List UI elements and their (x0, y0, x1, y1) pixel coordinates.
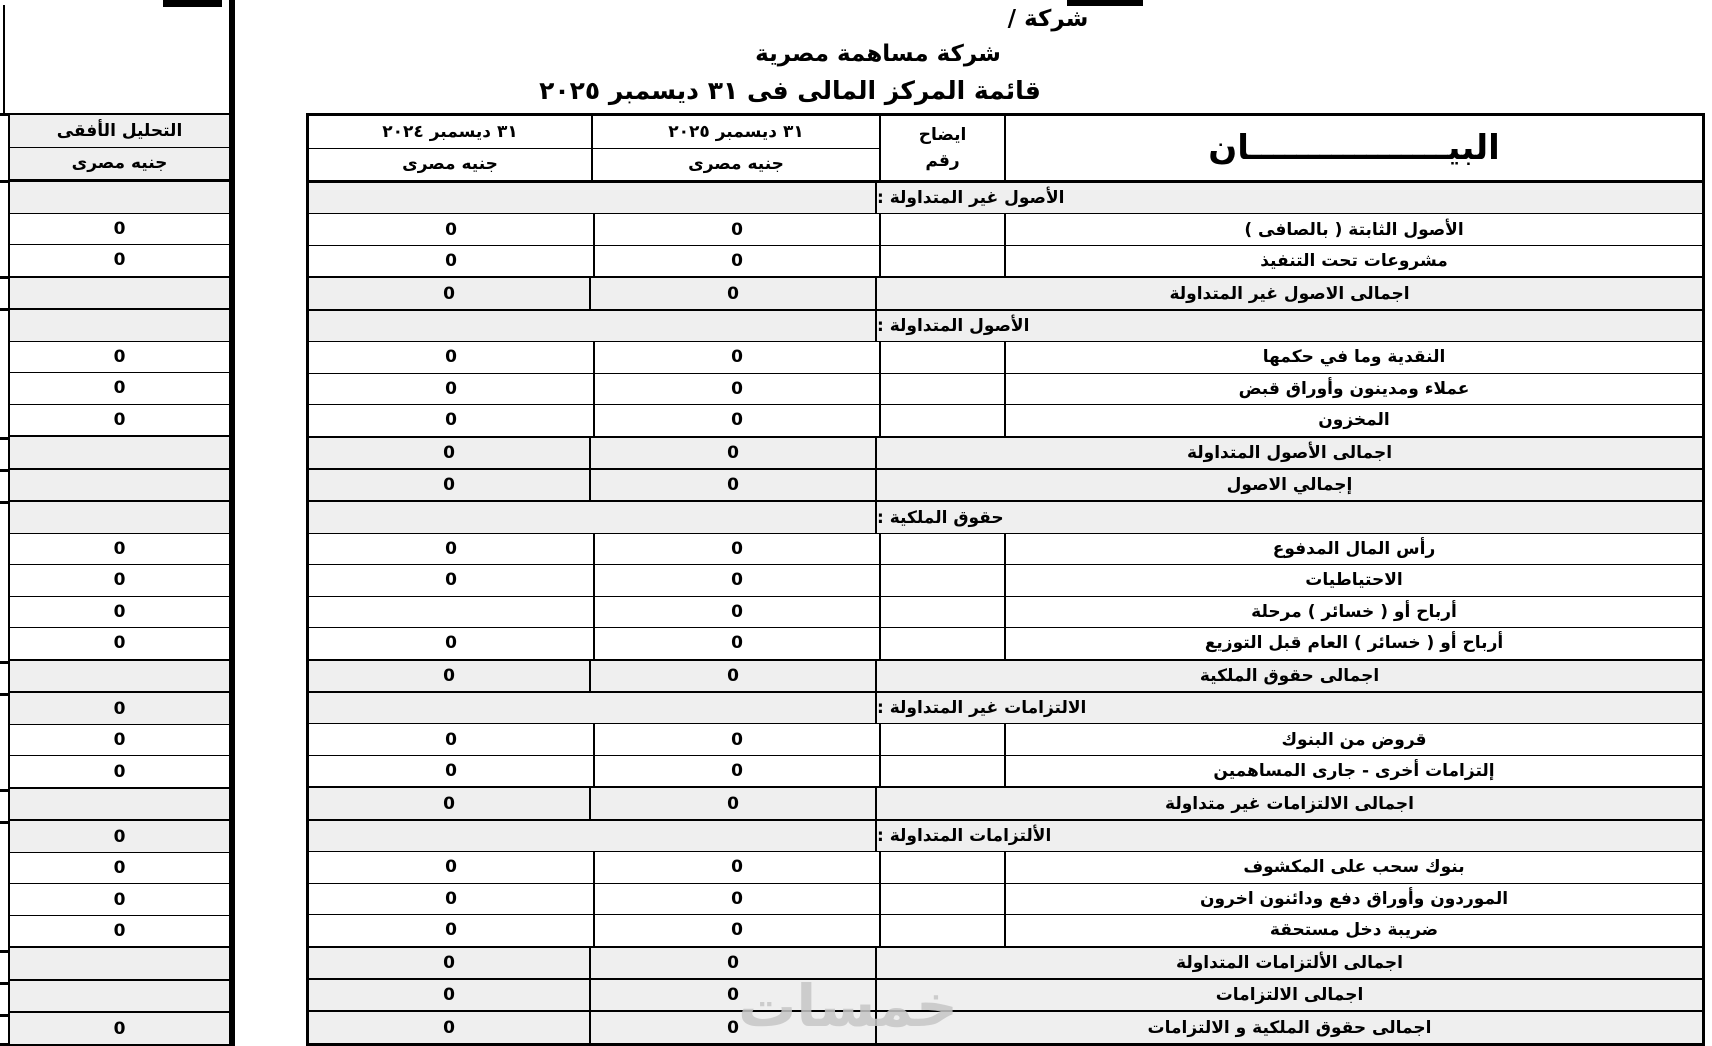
note-cell (879, 565, 1004, 595)
analysis-table-rows (10, 182, 229, 1044)
table-row-total (309, 659, 1702, 691)
section-values-merged (309, 821, 875, 851)
analysis-table-right-border (229, 0, 235, 1046)
analysis-value (10, 308, 229, 341)
value-2024: 0 (309, 661, 589, 691)
khamsat-watermark: خمسات (738, 972, 958, 1040)
row-label: المخزون (1004, 405, 1702, 435)
row-label: أرباح أو ( خسائر ) مرحلة (1004, 597, 1702, 627)
table-row-total (309, 436, 1702, 468)
header-2024-currency: جنيه مصرى (402, 154, 498, 175)
analysis-value: 0 (10, 564, 229, 596)
value-2024: 0 (445, 219, 457, 240)
row-label: اجمالى حقوق الملكية و الالتزامات (875, 1012, 1702, 1042)
value-2025: 0 (593, 214, 879, 244)
value-2024: 0 (445, 920, 457, 941)
cutoff-gridline-stub (0, 469, 8, 472)
header-note-line1: ايضاح (918, 124, 967, 145)
table-row-detail (309, 213, 1702, 244)
value-2025: 0 (589, 980, 875, 1010)
analysis-value: 0 (10, 372, 229, 404)
header-col-2025 (591, 116, 879, 180)
table-row-detail (309, 533, 1702, 564)
analysis-value (10, 659, 229, 692)
section-label: الالتزامات غير المتداولة : (875, 693, 1702, 723)
cutoff-gridline-stub (0, 308, 8, 311)
header-note-line2: رقم (925, 151, 960, 171)
value-2025: 0 (593, 534, 879, 564)
table-row-total (309, 276, 1702, 308)
value-2025: 0 (593, 756, 879, 786)
value-2024: 0 (309, 948, 589, 978)
value-2025: 0 (593, 852, 879, 882)
section-values-merged (309, 311, 875, 341)
row-label: اجمالى الأصول المتداولة (875, 438, 1702, 468)
value-2024 (309, 597, 593, 627)
value-2024: 0 (445, 857, 457, 878)
analysis-value (10, 979, 229, 1012)
analysis-value: 0 (10, 852, 229, 884)
analysis-value (10, 468, 229, 501)
value-2024: 0 (445, 410, 457, 431)
value-2025: 0 (593, 246, 879, 276)
section-label: الأصول المتداولة : (875, 311, 1702, 341)
analysis-value (10, 787, 229, 820)
note-cell (879, 214, 1004, 244)
table-row-detail (309, 341, 1702, 372)
value-2024: 0 (445, 633, 457, 654)
value-2024: 0 (309, 470, 589, 500)
row-label: عملاء ومدينون وأوراق قبض (1004, 374, 1702, 404)
cutoff-gridline-stub (0, 276, 8, 279)
value-2025: 0 (593, 405, 879, 435)
cutoff-gridline-stub (0, 821, 8, 824)
row-label: مشروعات تحت التنفيذ (1004, 246, 1702, 276)
table-row-detail (309, 596, 1702, 627)
header-2025-currency: جنيه مصرى (688, 154, 784, 175)
note-cell (879, 405, 1004, 435)
analysis-value: 0 (10, 404, 229, 436)
cutoff-gridline-stub (0, 982, 8, 985)
note-cell (879, 628, 1004, 658)
cutoff-gridline-stub (0, 501, 8, 504)
note-cell (879, 534, 1004, 564)
analysis-value: 0 (10, 755, 229, 787)
section-label: الأصول غير المتداولة : (875, 183, 1702, 213)
balance-sheet-table (306, 113, 1705, 1046)
value-2024: 0 (309, 980, 589, 1010)
note-cell (879, 915, 1004, 945)
top-edge-fragment-left (163, 0, 222, 7)
statement-title: قائمة المركز المالى فى ٣١ ديسمبر ٢٠٢٥ (539, 76, 1041, 105)
row-label: أرباح أو ( خسائر ) العام قبل التوزيع (1004, 628, 1702, 658)
value-2024: 0 (309, 1012, 589, 1042)
value-2024: 0 (445, 761, 457, 782)
table-row-detail (309, 755, 1702, 786)
value-2024: 0 (309, 278, 589, 308)
row-label: اجمالى الاصول غير المتداولة (875, 278, 1702, 308)
table-row-total (309, 786, 1702, 818)
section-values-merged (309, 693, 875, 723)
analysis-value: 0 (10, 691, 229, 724)
cutoff-gridline-stub (0, 693, 8, 696)
header-statement: البيـــــــــــــــــان (1004, 116, 1702, 180)
company-name-line: شركة / (1007, 6, 1089, 32)
table-row-detail (309, 883, 1702, 914)
analysis-value (10, 182, 229, 213)
analysis-value: 0 (10, 915, 229, 947)
horizontal-analysis-table (8, 113, 229, 1046)
note-cell (879, 374, 1004, 404)
table-row-section (309, 819, 1702, 851)
row-label: إجمالي الاصول (875, 470, 1702, 500)
row-label: بنوك سحب على المكشوف (1004, 852, 1702, 882)
value-2024: 0 (309, 438, 589, 468)
analysis-value: 0 (10, 819, 229, 852)
table-row-total (309, 946, 1702, 978)
analysis-header-currency: جنيه مصرى (71, 153, 168, 174)
value-2025: 0 (593, 342, 879, 372)
header-note-number (879, 116, 1004, 180)
analysis-value: 0 (10, 724, 229, 756)
row-label: اجمالى الالتزامات غير متداولة (875, 788, 1702, 818)
value-2024: 0 (445, 888, 457, 909)
table-header-row (309, 116, 1702, 183)
value-2025: 0 (593, 374, 879, 404)
value-2025: 0 (593, 724, 879, 754)
row-label: ضريبة دخل مستحقة (1004, 915, 1702, 945)
value-2025: 0 (589, 661, 875, 691)
row-label: الاحتياطيات (1004, 565, 1702, 595)
table-row-detail (309, 373, 1702, 404)
company-type-line: شركة مساهمة مصرية (755, 41, 1001, 67)
analysis-value (10, 500, 229, 533)
cutoff-gridline-stub (0, 950, 8, 953)
cutoff-gridline-stub (0, 789, 8, 792)
value-2025: 0 (593, 628, 879, 658)
table-row-detail (309, 914, 1702, 945)
cutoff-gridline-stub (0, 180, 8, 183)
analysis-header (10, 115, 229, 182)
header-2025-date: ٣١ ديسمبر ٢٠٢٥ (593, 116, 879, 149)
note-cell (879, 342, 1004, 372)
analysis-value: 0 (10, 341, 229, 373)
value-2024: 0 (445, 347, 457, 368)
header-col-2024 (309, 116, 591, 180)
analysis-value: 0 (10, 1011, 229, 1044)
section-values-merged (309, 183, 875, 213)
table-row-total (309, 468, 1702, 500)
analysis-value: 0 (10, 883, 229, 915)
note-cell (879, 724, 1004, 754)
cutoff-gridline-stub (0, 113, 8, 116)
note-cell (879, 884, 1004, 914)
value-2024: 0 (445, 570, 457, 591)
analysis-value (10, 946, 229, 979)
value-2024: 0 (445, 539, 457, 560)
value-2025: 0 (589, 278, 875, 308)
table-row-section (309, 183, 1702, 213)
value-2024: 0 (309, 788, 589, 818)
note-cell (879, 246, 1004, 276)
analysis-value: 0 (10, 213, 229, 245)
analysis-value (10, 276, 229, 309)
value-2025: 0 (593, 884, 879, 914)
value-2024: 0 (445, 251, 457, 272)
value-2025: 0 (593, 597, 879, 627)
value-2024: 0 (445, 378, 457, 399)
cutoff-gridline-stub (0, 661, 8, 664)
cutoff-column-line (3, 5, 5, 113)
row-label: اجمالى الالتزامات (875, 980, 1702, 1010)
table-row-detail (309, 627, 1702, 658)
table-row-detail (309, 404, 1702, 435)
analysis-header-title: التحليل الأفقى (10, 115, 229, 148)
note-cell (879, 597, 1004, 627)
row-label: اجمالى الألتزامات المتداولة (875, 948, 1702, 978)
table-row-detail (309, 851, 1702, 882)
section-values-merged (309, 502, 875, 532)
analysis-value: 0 (10, 244, 229, 276)
section-label: الألتزامات المتداولة : (875, 821, 1702, 851)
row-label: قروض من البنوك (1004, 724, 1702, 754)
table-row-total (309, 1010, 1702, 1042)
analysis-value: 0 (10, 533, 229, 565)
analysis-value: 0 (10, 596, 229, 628)
header-2024-date: ٣١ ديسمبر ٢٠٢٤ (309, 116, 591, 149)
value-2025: 0 (593, 915, 879, 945)
table-row-section (309, 500, 1702, 532)
value-2025: 0 (593, 565, 879, 595)
row-label: رأس المال المدفوع (1004, 534, 1702, 564)
row-label: الأصول الثابتة ( بالصافى ) (1004, 214, 1702, 244)
note-cell (879, 756, 1004, 786)
row-label: إلتزامات أخرى - جارى المساهمين (1004, 756, 1702, 786)
row-label: الموردون وأوراق دفع ودائنون اخرون (1004, 884, 1702, 914)
note-cell (879, 852, 1004, 882)
value-2025: 0 (589, 788, 875, 818)
cutoff-gridline-stub (0, 1014, 8, 1017)
table-row-section (309, 691, 1702, 723)
table-row-detail (309, 564, 1702, 595)
table-row-detail (309, 245, 1702, 276)
main-table-rows (309, 183, 1702, 1043)
analysis-value (10, 435, 229, 468)
table-row-detail (309, 723, 1702, 754)
table-row-total (309, 978, 1702, 1010)
cutoff-gridline-stub (0, 437, 8, 440)
table-row-section (309, 309, 1702, 341)
row-label: النقدية وما في حكمها (1004, 342, 1702, 372)
section-label: حقوق الملكية : (875, 502, 1702, 532)
value-2025: 0 (589, 948, 875, 978)
value-2025: 0 (589, 470, 875, 500)
row-label: اجمالى حقوق الملكية (875, 661, 1702, 691)
value-2024: 0 (445, 729, 457, 750)
analysis-value: 0 (10, 627, 229, 659)
value-2025: 0 (589, 1012, 875, 1042)
value-2025: 0 (589, 438, 875, 468)
